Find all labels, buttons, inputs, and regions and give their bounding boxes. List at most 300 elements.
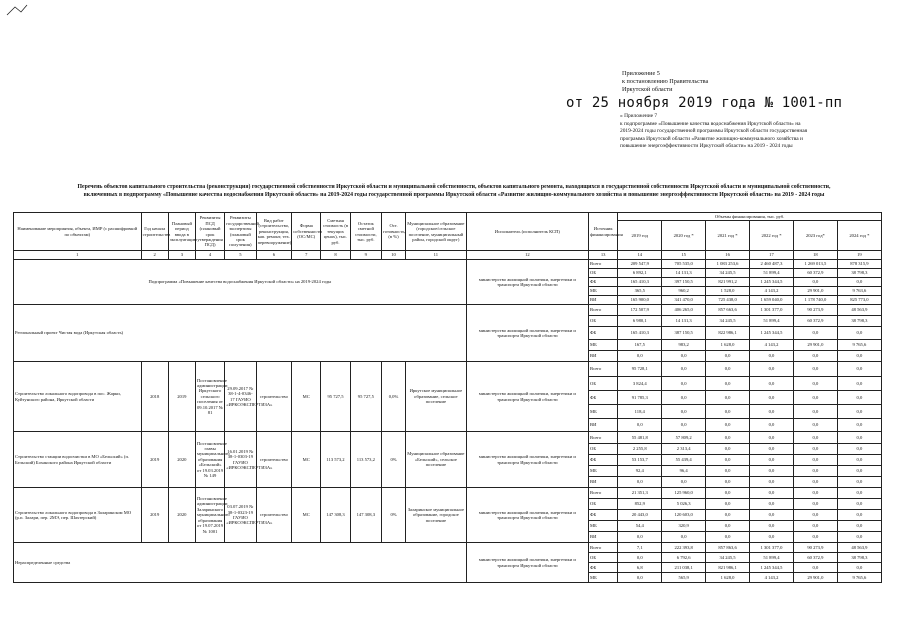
header-cell: Исполнитель (исполнитель КСП) bbox=[466, 213, 588, 251]
source-cell: Всего bbox=[589, 543, 618, 553]
source-cell: МБ bbox=[589, 405, 618, 419]
header-cell: Год начала строительства bbox=[141, 213, 168, 251]
value-cell: 7,1 bbox=[618, 543, 662, 553]
value-cell: 0,0 bbox=[837, 466, 881, 477]
value-cell: 90 273,9 bbox=[793, 543, 837, 553]
value-cell: 0,0 bbox=[837, 510, 881, 521]
value-cell: 55 439,4 bbox=[662, 455, 706, 466]
value-cell: 0,0 bbox=[618, 573, 662, 583]
column-number: 17 bbox=[750, 251, 794, 260]
column-number: 19 bbox=[837, 251, 881, 260]
value-cell: 165 410,3 bbox=[618, 278, 662, 287]
value-cell: 0,0 bbox=[793, 466, 837, 477]
value-cell: 0,0 bbox=[706, 391, 750, 405]
table-row bbox=[14, 305, 882, 316]
value-cell: 0,0 bbox=[837, 563, 881, 573]
unallocated-name: Нераспределенные средства bbox=[14, 543, 467, 583]
value-cell: 222 393,8 bbox=[662, 543, 706, 553]
column-number: 10 bbox=[382, 251, 406, 260]
readiness: 0% bbox=[382, 432, 406, 488]
value-cell: 29 901,0 bbox=[793, 340, 837, 351]
value-cell: 29 901,0 bbox=[793, 287, 837, 296]
value-cell: 167,5 bbox=[618, 340, 662, 351]
source-cell: ОБ bbox=[589, 444, 618, 455]
value-cell: 397 150,5 bbox=[662, 278, 706, 287]
work-type: строительство bbox=[256, 432, 292, 488]
value-cell: 6,8 bbox=[618, 563, 662, 573]
source-cell: Всего bbox=[589, 432, 618, 444]
column-number: 9 bbox=[350, 251, 381, 260]
value-cell: 172 507,9 bbox=[618, 305, 662, 316]
value-cell: 0,0 bbox=[750, 351, 794, 362]
value-cell: 0,0 bbox=[793, 391, 837, 405]
appendix-7-title: Приложение 7 bbox=[624, 113, 658, 119]
start-year: 2019 bbox=[141, 488, 168, 543]
value-cell: 857 663,6 bbox=[706, 305, 750, 316]
value-cell: 0,0 bbox=[837, 532, 881, 543]
value-cell: 0,0 bbox=[706, 351, 750, 362]
value-cell: 0,0 bbox=[837, 278, 881, 287]
value-cell: 54,4 bbox=[618, 521, 662, 532]
value-cell: 0,0 bbox=[750, 488, 794, 499]
value-cell: 1 628,0 bbox=[706, 340, 750, 351]
executor-cell: министерство жилищной политики, энергетики и транспорта Иркутской области bbox=[466, 432, 588, 488]
table-header-row bbox=[14, 213, 882, 221]
value-cell: 0,0 bbox=[837, 488, 881, 499]
source-cell: ВИ bbox=[589, 419, 618, 432]
value-cell: 0,0 bbox=[750, 532, 794, 543]
work-type: строительство bbox=[256, 362, 292, 432]
value-cell: 20 443,0 bbox=[618, 510, 662, 521]
value-cell: 983,2 bbox=[662, 340, 706, 351]
header-cell: Ост. готовность, (в %) bbox=[382, 213, 406, 251]
commission-year: 2019 bbox=[168, 362, 195, 432]
source-cell: ФБ bbox=[589, 455, 618, 466]
title-line: включенных в подпрограмму «Повышение качества водоснабжения Иркутской области» на 2019-2024 годы государственной программы Иркутской области «Развитие жилищно-коммунального хозяйства и повышение энергоэффективности Иркутской области» на 2019 - 2024 годы bbox=[83, 192, 825, 198]
start-year: 2018 bbox=[141, 362, 168, 432]
value-cell: 0,0 bbox=[793, 488, 837, 499]
ownership: МС bbox=[292, 362, 321, 432]
header-cell: Источник финансирования bbox=[589, 213, 618, 251]
value-cell: 1 178 740,0 bbox=[793, 296, 837, 305]
column-number: 8 bbox=[321, 251, 350, 260]
source-cell: ФБ bbox=[589, 327, 618, 340]
value-cell: 9 765,6 bbox=[837, 340, 881, 351]
value-cell: 725 438,0 bbox=[706, 296, 750, 305]
table-row bbox=[14, 543, 882, 553]
value-cell: 21 351,3 bbox=[618, 488, 662, 499]
municipality: Муниципальное образование «Бельский», сельское поселение bbox=[406, 432, 467, 488]
value-cell: 5 026,3 bbox=[662, 499, 706, 510]
value-cell: 60 372,9 bbox=[793, 269, 837, 278]
decree-date-number: от 25 ноября 2019 года № 1001-пп bbox=[566, 95, 843, 111]
source-cell: Всего bbox=[589, 362, 618, 377]
start-year: 2019 bbox=[141, 432, 168, 488]
column-number: 5 bbox=[225, 251, 256, 260]
year-header: 2019 год bbox=[618, 221, 662, 251]
value-cell: 118,4 bbox=[618, 405, 662, 419]
value-cell: 1 245 344,5 bbox=[750, 327, 794, 340]
value-cell: 341 470,0 bbox=[662, 296, 706, 305]
source-cell: Всего bbox=[589, 488, 618, 499]
value-cell: 0,0 bbox=[837, 391, 881, 405]
value-cell: 0,0 bbox=[662, 532, 706, 543]
value-cell: 51 899,4 bbox=[750, 553, 794, 563]
source-cell: ФБ bbox=[589, 563, 618, 573]
value-cell: 0,0 bbox=[837, 362, 881, 377]
value-cell: 0,0 bbox=[750, 362, 794, 377]
value-cell: 0,0 bbox=[750, 455, 794, 466]
appendix-line: Приложение 5 bbox=[622, 70, 660, 77]
source-cell: ОБ bbox=[589, 377, 618, 391]
value-cell: 2 460 487,3 bbox=[750, 260, 794, 269]
value-cell: 0,0 bbox=[706, 455, 750, 466]
value-cell: 0,0 bbox=[750, 405, 794, 419]
source-cell: ОБ bbox=[589, 316, 618, 327]
expertise-details: 03.07.2019 № 38-1-0323-19 ГАУИО «ИРКОЭКСПЕРТИЗА» bbox=[225, 488, 256, 543]
value-cell: 90 273,9 bbox=[793, 305, 837, 316]
header-cell: Реквизиты государственной экспертизы (плановый срок получения) bbox=[225, 213, 256, 251]
value-cell: 53 153,7 bbox=[618, 455, 662, 466]
value-cell: 565,9 bbox=[662, 573, 706, 583]
value-cell: 51 899,4 bbox=[750, 269, 794, 278]
value-cell: 0,0 bbox=[706, 466, 750, 477]
value-cell: 0,0 bbox=[618, 532, 662, 543]
value-cell: 0,0 bbox=[837, 444, 881, 455]
appendix-7-block bbox=[620, 113, 882, 151]
table-row bbox=[14, 260, 882, 269]
value-cell: 0,0 bbox=[618, 351, 662, 362]
value-cell: 0,0 bbox=[793, 563, 837, 573]
value-cell: 0,0 bbox=[837, 351, 881, 362]
value-cell: 4 143,2 bbox=[750, 340, 794, 351]
value-cell: 0,0 bbox=[706, 477, 750, 488]
executor-cell: министерство жилищной политики, энергетики и транспорта Иркутской области bbox=[466, 305, 588, 362]
column-number: 12 bbox=[466, 251, 588, 260]
column-number: 2 bbox=[141, 251, 168, 260]
value-cell: 0,0 bbox=[706, 444, 750, 455]
value-cell: 0,0 bbox=[662, 405, 706, 419]
value-cell: 165 900,0 bbox=[618, 296, 662, 305]
value-cell: 0,0 bbox=[793, 510, 837, 521]
value-cell: 95 728,1 bbox=[618, 362, 662, 377]
value-cell: 55 481,8 bbox=[618, 432, 662, 444]
value-cell: 165 410,3 bbox=[618, 327, 662, 340]
value-cell: 0,0 bbox=[793, 377, 837, 391]
psd-details: Постановление администрации Заларинского муниципального образования от 19.07.2019 № 1001 bbox=[195, 488, 224, 543]
source-cell: ВИ bbox=[589, 351, 618, 362]
estimated-cost: 147 308,3 bbox=[321, 488, 350, 543]
column-number: 18 bbox=[793, 251, 837, 260]
value-cell: 0,0 bbox=[750, 391, 794, 405]
value-cell: 2 255,8 bbox=[618, 444, 662, 455]
column-number: 16 bbox=[706, 251, 750, 260]
psd-details: Постановление главы муниципального образования «Бельский» от 19.03.2019 № 149 bbox=[195, 432, 224, 488]
value-cell: 0,0 bbox=[750, 521, 794, 532]
source-cell: МБ bbox=[589, 521, 618, 532]
source-cell: ВИ bbox=[589, 532, 618, 543]
funding-caption: Объемы финансирования, тыс. руб. bbox=[618, 213, 882, 221]
value-cell: 38 798,3 bbox=[837, 316, 881, 327]
value-cell: 1 269 013,5 bbox=[793, 260, 837, 269]
municipality: Заларинское муниципальное образование, городское поселение bbox=[406, 488, 467, 543]
value-cell: 0,0 bbox=[793, 455, 837, 466]
ownership: МС bbox=[292, 432, 321, 488]
value-cell: 0,0 bbox=[662, 362, 706, 377]
value-cell: 3 824,4 bbox=[618, 377, 662, 391]
page-corner-mark bbox=[6, 4, 28, 16]
executor-cell: министерство жилищной политики, энергетики и транспорта Иркутской области bbox=[466, 488, 588, 543]
value-cell: 211 038,1 bbox=[662, 563, 706, 573]
value-cell: 0,0 bbox=[706, 419, 750, 432]
value-cell: 0,0 bbox=[793, 351, 837, 362]
source-cell: ВИ bbox=[589, 477, 618, 488]
value-cell: 91 785,3 bbox=[618, 391, 662, 405]
source-cell: ВИ bbox=[589, 296, 618, 305]
header-cell: Сметная стоимость (в текущих ценах), тыс. руб. bbox=[321, 213, 350, 251]
column-number: 13 bbox=[589, 251, 618, 260]
value-cell: 1 628,0 bbox=[706, 573, 750, 583]
value-cell: 0,0 bbox=[793, 327, 837, 340]
column-number: 7 bbox=[292, 251, 321, 260]
value-cell: 60 372,9 bbox=[793, 316, 837, 327]
year-header: 2023 год* bbox=[793, 221, 837, 251]
source-cell: ОБ bbox=[589, 553, 618, 563]
regional-project-name: Региональный проект Чистая вода (Иркутская область) bbox=[14, 305, 467, 362]
value-cell: 34 245,5 bbox=[706, 269, 750, 278]
value-cell: 0,0 bbox=[750, 377, 794, 391]
work-type: строительство bbox=[256, 488, 292, 543]
value-cell: 38 798,3 bbox=[837, 269, 881, 278]
value-cell: 0,0 bbox=[706, 521, 750, 532]
value-cell: 0,0 bbox=[750, 499, 794, 510]
value-cell: 38 798,3 bbox=[837, 553, 881, 563]
value-cell: 0,0 bbox=[837, 499, 881, 510]
readiness: 0% bbox=[382, 488, 406, 543]
municipality: Иркутское муниципальное образование, сельское поселение bbox=[406, 362, 467, 432]
appendix-block bbox=[622, 70, 708, 94]
value-cell: 0,0 bbox=[750, 477, 794, 488]
value-cell: 0,0 bbox=[837, 327, 881, 340]
value-cell: 0,0 bbox=[662, 419, 706, 432]
value-cell: 705 535,0 bbox=[662, 260, 706, 269]
value-cell: 878 315,9 bbox=[837, 260, 881, 269]
value-cell: 0,0 bbox=[793, 444, 837, 455]
column-number-row bbox=[14, 251, 882, 260]
source-cell: МБ bbox=[589, 466, 618, 477]
value-cell: 406 265,0 bbox=[662, 305, 706, 316]
value-cell: 0,0 bbox=[706, 510, 750, 521]
source-cell: ОБ bbox=[589, 499, 618, 510]
year-header: 2021 год * bbox=[706, 221, 750, 251]
executor-cell: министерство жилищной политики, энергетики и транспорта Иркутской области bbox=[466, 260, 588, 305]
value-cell: 0,0 bbox=[837, 419, 881, 432]
value-cell: 6 892,1 bbox=[618, 269, 662, 278]
remaining-cost: 147 308,3 bbox=[350, 488, 381, 543]
value-cell: 1 659 040,0 bbox=[750, 296, 794, 305]
value-cell: 0,0 bbox=[750, 419, 794, 432]
value-cell: 51 899,4 bbox=[750, 316, 794, 327]
appendix-line: Иркутской области bbox=[622, 86, 673, 93]
column-number: 1 bbox=[14, 251, 142, 260]
appendix-line: к постановлению Правительства bbox=[622, 78, 709, 85]
value-cell: 0,0 bbox=[837, 477, 881, 488]
value-cell: 9 763,6 bbox=[837, 287, 881, 296]
value-cell: 6 980,1 bbox=[618, 316, 662, 327]
value-cell: 365,5 bbox=[618, 287, 662, 296]
value-cell: 0,0 bbox=[706, 405, 750, 419]
estimated-cost: 95 727,5 bbox=[321, 362, 350, 432]
value-cell: 825 773,0 bbox=[837, 296, 881, 305]
readiness: 0,0% bbox=[382, 362, 406, 432]
object-name: Строительство локального водопровода в пос. Жарки, Куйтунского района, Иркутской области bbox=[14, 362, 142, 432]
header-cell: Плановый период ввода в эксплуатацию bbox=[168, 213, 195, 251]
header-cell: Форма собственности (ОС/МС) bbox=[292, 213, 321, 251]
value-cell: 48 563,9 bbox=[837, 305, 881, 316]
value-cell: 9 765,6 bbox=[837, 573, 881, 583]
value-cell: 0,0 bbox=[750, 510, 794, 521]
value-cell: 0,0 bbox=[837, 521, 881, 532]
column-number: 3 bbox=[168, 251, 195, 260]
value-cell: 34 245,5 bbox=[706, 553, 750, 563]
object-name: Строительство станции водоочистки в МО «Бельский» (п. Бельский) Боханского района Иркутской области bbox=[14, 432, 142, 488]
value-cell: 29 901,0 bbox=[793, 573, 837, 583]
value-cell: 0,0 bbox=[706, 432, 750, 444]
value-cell: 821 986,1 bbox=[706, 563, 750, 573]
value-cell: 0,0 bbox=[793, 362, 837, 377]
value-cell: 821 991,2 bbox=[706, 278, 750, 287]
value-cell: 822 986,1 bbox=[706, 327, 750, 340]
value-cell: 857 863,6 bbox=[706, 543, 750, 553]
source-cell: ФБ bbox=[589, 391, 618, 405]
subprogram-name: Подпрограмма «Повышение качества водоснабжения Иркутской области» на 2019-2024 годы bbox=[14, 260, 467, 305]
column-number: 14 bbox=[618, 251, 662, 260]
header-cell: Вид работ (строительство, реконструкция, кап. ремонт, тех. перевооружение) bbox=[256, 213, 292, 251]
appendix-7-quote: « bbox=[620, 113, 623, 119]
value-cell: 0,0 bbox=[793, 405, 837, 419]
commission-year: 2020 bbox=[168, 488, 195, 543]
value-cell: 125 960,0 bbox=[662, 488, 706, 499]
value-cell: 960,2 bbox=[662, 287, 706, 296]
header-cell: Наименование мероприятия, объекта, ИМР (с расшифровкой по объектам) bbox=[14, 213, 142, 251]
year-header: 2022 год * bbox=[750, 221, 794, 251]
document-title bbox=[14, 183, 894, 199]
value-cell: 96,4 bbox=[662, 466, 706, 477]
source-cell: ОБ bbox=[589, 269, 618, 278]
object-name: Строительство локального водопровода в Заларинском МО (р.п. Залари, пер. 2МЭ, пер. Шахтерский) bbox=[14, 488, 142, 543]
value-cell: 34 245,5 bbox=[706, 316, 750, 327]
appendix-7-line bbox=[620, 113, 882, 121]
value-cell: 2 313,4 bbox=[662, 444, 706, 455]
value-cell: 1 301 377,0 bbox=[750, 305, 794, 316]
value-cell: 1 301 377,0 bbox=[750, 543, 794, 553]
source-cell: Всего bbox=[589, 305, 618, 316]
value-cell: 6 792,6 bbox=[662, 553, 706, 563]
value-cell: 320,9 bbox=[662, 521, 706, 532]
value-cell: 0,0 bbox=[750, 432, 794, 444]
estimated-cost: 113 573,2 bbox=[321, 432, 350, 488]
value-cell: 0,0 bbox=[618, 419, 662, 432]
value-cell: 0,0 bbox=[837, 432, 881, 444]
column-number: 15 bbox=[662, 251, 706, 260]
value-cell: 0,0 bbox=[618, 553, 662, 563]
column-number: 6 bbox=[256, 251, 292, 260]
value-cell: 0,0 bbox=[793, 532, 837, 543]
value-cell: 0,0 bbox=[837, 377, 881, 391]
source-cell: МБ bbox=[589, 340, 618, 351]
value-cell: 92,4 bbox=[618, 466, 662, 477]
column-number: 4 bbox=[195, 251, 224, 260]
value-cell: 0,0 bbox=[706, 488, 750, 499]
remaining-cost: 95 727,5 bbox=[350, 362, 381, 432]
value-cell: 1 528,0 bbox=[706, 287, 750, 296]
value-cell: 0,0 bbox=[793, 432, 837, 444]
value-cell: 60 372,9 bbox=[793, 553, 837, 563]
title-line: Перечень объектов капитального строительства (реконструкция) государственной собственности Иркутской области и муниципальной собственности, объектов капитального ремонта, находящихся в государственной собственности Иркутской области и муниципальной собственности, bbox=[77, 184, 831, 190]
value-cell: 0,0 bbox=[750, 466, 794, 477]
appendix-7-line: 2019-2024 годы государственной программы Иркутской области государственная bbox=[620, 128, 808, 134]
appendix-7-line: повышение энергоэффективности Иркутской области» на 2019 - 2024 годы bbox=[620, 143, 793, 149]
table-row bbox=[14, 488, 882, 499]
value-cell: 0,0 bbox=[706, 377, 750, 391]
value-cell: 387 150,5 bbox=[662, 327, 706, 340]
value-cell: 852,9 bbox=[618, 499, 662, 510]
source-cell: МБ bbox=[589, 573, 618, 583]
value-cell: 0,0 bbox=[706, 499, 750, 510]
source-cell: МБ bbox=[589, 287, 618, 296]
header-cell: Муниципальное образование (городское/сельское поселение, муниципальный район, городской округ) bbox=[406, 213, 467, 251]
table-row bbox=[14, 362, 882, 377]
value-cell: 1 245 344,5 bbox=[750, 563, 794, 573]
value-cell: 0,0 bbox=[793, 278, 837, 287]
appendix-7-line: программа Иркутской области «Развитие жилищно-коммунального хозяйства и bbox=[620, 135, 803, 142]
year-header: 2024 год * bbox=[837, 221, 881, 251]
value-cell: 0,0 bbox=[662, 351, 706, 362]
value-cell: 0,0 bbox=[662, 391, 706, 405]
value-cell: 0,0 bbox=[837, 455, 881, 466]
commission-year: 2020 bbox=[168, 432, 195, 488]
value-cell: 0,0 bbox=[662, 477, 706, 488]
table-row bbox=[14, 432, 882, 444]
value-cell: 14 131,3 bbox=[662, 316, 706, 327]
objects-table bbox=[13, 212, 882, 583]
remaining-cost: 113 573,2 bbox=[350, 432, 381, 488]
executor-cell: министерство жилищной политики, энергетики и транспорта Иркутской области bbox=[466, 543, 588, 583]
value-cell: 1 083 253,6 bbox=[706, 260, 750, 269]
value-cell: 4 143,2 bbox=[750, 573, 794, 583]
value-cell: 0,0 bbox=[793, 521, 837, 532]
source-cell: ФБ bbox=[589, 510, 618, 521]
value-cell: 4 143,2 bbox=[750, 287, 794, 296]
psd-details: Постановление администрации Иркутского сельского поселения от 09.10.2017 № 81 bbox=[195, 362, 224, 432]
header-cell: Остаток сметной стоимости, тыс. руб. bbox=[350, 213, 381, 251]
value-cell: 14 131,3 bbox=[662, 269, 706, 278]
value-cell: 1 245 344,5 bbox=[750, 278, 794, 287]
column-number: 11 bbox=[406, 251, 467, 260]
value-cell: 209 547,9 bbox=[618, 260, 662, 269]
value-cell: 0,0 bbox=[706, 362, 750, 377]
value-cell: 0,0 bbox=[706, 532, 750, 543]
expertise-details: 16.01.2019 № 38-1-0303-19 ГАУИО «ИРКОЭКСПЕРТИЗА» bbox=[225, 432, 256, 488]
source-cell: Всего bbox=[589, 260, 618, 269]
appendix-7-line: к подпрограмме «Повышение качества водоснабжения Иркутской области» на bbox=[620, 120, 801, 127]
value-cell: 120 603,0 bbox=[662, 510, 706, 521]
value-cell: 0,0 bbox=[793, 419, 837, 432]
value-cell: 0,0 bbox=[793, 477, 837, 488]
value-cell: 0,0 bbox=[750, 444, 794, 455]
ownership: МС bbox=[292, 488, 321, 543]
value-cell: 57 809,2 bbox=[662, 432, 706, 444]
